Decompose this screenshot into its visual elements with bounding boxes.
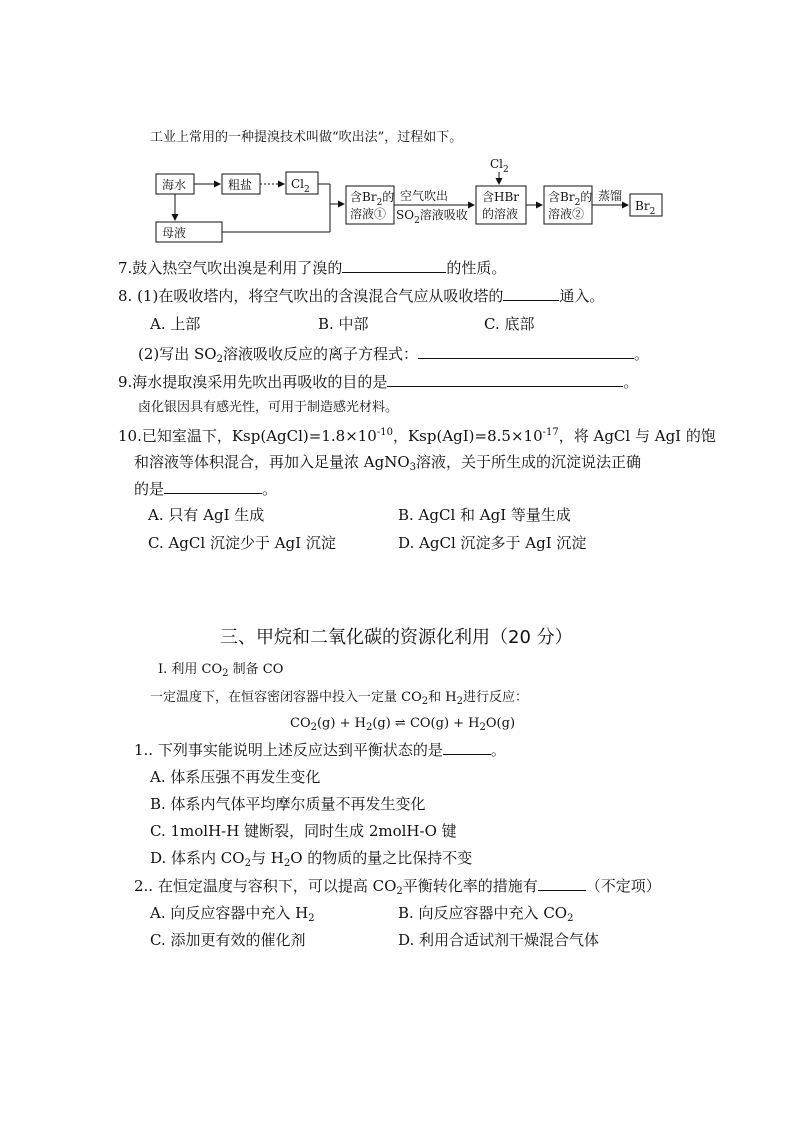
question-8-part2 [138, 344, 649, 364]
seawater-label: 海水 [162, 178, 187, 192]
q8-text: 8. (1)在吸收塔内，将空气吹出的含溴混合气应从吸收塔的 [118, 287, 504, 305]
solution1-text: 含Br [350, 190, 377, 204]
reaction-equation [290, 714, 515, 734]
cond-sub2: 2 [456, 696, 463, 707]
solution1-subscript: 2 [376, 198, 383, 208]
eq-sub3: 2 [479, 722, 486, 733]
br2-subscript: 2 [649, 207, 656, 217]
q8-option-b[interactable]: B. 中部 [318, 315, 369, 333]
question-10-line1 [118, 426, 716, 446]
s3q1-opt-d-text-c: O 的物质的量之比保持不变 [290, 849, 473, 867]
q10-option-b[interactable]: B. AgCl 和 AgI 等量生成 [398, 506, 571, 524]
solution2-subscript: 2 [574, 198, 581, 208]
s3q1-opt-d-text-b: 与 H [250, 849, 284, 867]
s3q2-option-a[interactable] [150, 903, 315, 923]
crude-salt-label: 粗盐 [228, 178, 253, 192]
q9-text-end: 。 [623, 373, 639, 391]
solution2-line1 [548, 190, 592, 208]
q8p2-subscript: 2 [216, 354, 223, 365]
intro-text-2: 卤化银因具有感光性，可用于制造感光材料。 [138, 400, 399, 415]
s3q1-opt-d-sub2: 2 [283, 858, 291, 869]
q8-text-end: 通入。 [559, 287, 605, 305]
q8-option-a[interactable]: A. 上部 [150, 315, 201, 333]
q10-option-d[interactable]: D. AgCl 沉淀多于 AgI 沉淀 [398, 534, 587, 552]
br2-label [635, 199, 655, 217]
q10-sub: 3 [409, 462, 417, 473]
cl2-subscript: 2 [304, 185, 310, 195]
cond-text-a: 一定温度下，在恒容密闭容器中投入一定量 CO [150, 690, 422, 705]
solution1-text-end: 的 [382, 190, 395, 204]
s3q2-text-end: （不定项） [585, 877, 661, 895]
s3q2-option-d[interactable]: D. 利用合适试剂干燥混合气体 [398, 931, 600, 949]
cl2-symbol: Cl [291, 177, 305, 191]
mother-liquor-label: 母液 [162, 226, 187, 240]
s3q2-answer-blank[interactable] [538, 876, 586, 891]
solution2-text: 含Br [548, 190, 575, 204]
cl2-top-subscript: 2 [503, 165, 509, 175]
s3q1-text-end: 。 [490, 741, 506, 759]
q7-text: 7.鼓入热空气吹出溴是利用了溴的 [118, 259, 343, 277]
s3q2-opt-b-text: B. 向反应容器中充入 CO [398, 904, 568, 922]
q10-sup2: -17 [542, 427, 559, 438]
q10-text-e: 溶液，关于所生成的沉淀说法正确 [416, 453, 642, 471]
s3-question-2 [134, 876, 661, 896]
s3q1-option-d[interactable] [150, 848, 472, 868]
step2-label: 蒸馏 [598, 189, 623, 203]
s3q2-opt-b-sub: 2 [567, 913, 574, 924]
q8p2-text: (2)写出 SO [138, 345, 217, 363]
cl2-label [291, 177, 310, 195]
s3q1-text: 1.. 下列事实能说明上述反应达到平衡状态的是 [134, 741, 443, 759]
s3q1-answer-blank[interactable] [443, 740, 491, 755]
s3-question-1 [134, 740, 506, 760]
bromine-extraction-flow-diagram [150, 156, 670, 246]
step1-bottom-label [396, 207, 468, 226]
q8p2-text-end: 。 [633, 345, 649, 363]
step1-bottom-sub: 2 [414, 216, 420, 226]
s3q2-sub: 2 [396, 886, 403, 897]
q7-text-end: 的性质。 [446, 259, 507, 277]
question-9 [118, 372, 638, 392]
s3q2-opt-a-sub: 2 [308, 913, 315, 924]
eq-text-c: (g) ⇌ CO(g) + H [372, 716, 480, 731]
section-3-subtitle [158, 660, 283, 680]
q10-text-end: 。 [262, 480, 278, 498]
q10-text-a: 10.已知室温下，Ksp(AgCl)=1.8×10 [118, 427, 377, 445]
eq-text-b: (g) + H [316, 716, 366, 731]
section3-sub-text: Ⅰ. 利用 CO [158, 662, 223, 677]
solution1-line1 [350, 190, 394, 208]
section3-sub-subscript: 2 [222, 668, 229, 679]
question-8 [118, 286, 604, 306]
eq-sub1: 2 [310, 722, 317, 733]
s3q2-text-b: 平衡转化率的措施有 [402, 877, 538, 895]
reaction-condition [150, 688, 528, 708]
q9-text: 9.海水提取溴采用先吹出再吸收的目的是 [118, 373, 388, 391]
intro-text: 工业上常用的一种提溴技术叫做“吹出法”，过程如下。 [150, 130, 463, 145]
section3-sub-text-end: 制备 CO [228, 662, 284, 677]
q8-option-c[interactable]: C. 底部 [484, 315, 535, 333]
s3q2-opt-a-text: A. 向反应容器中充入 H [150, 904, 309, 922]
s3q1-option-b[interactable]: B. 体系内气体平均摩尔质量不再发生变化 [150, 795, 426, 813]
q10-text-d: 和溶液等体积混合，再加入足量浓 AgNO [134, 453, 410, 471]
solution2-text-end: 的 [580, 190, 593, 204]
q10-text-c: ，将 AgCl 与 AgI 的饱 [558, 427, 716, 445]
s3q2-option-b[interactable] [398, 903, 573, 923]
q10-option-a[interactable]: A. 只有 AgI 生成 [148, 506, 265, 524]
q8p2-text-mid: 溶液吸收反应的离子方程式： [222, 345, 418, 363]
s3q1-option-c[interactable]: C. 1molH-H 键断裂，同时生成 2molH-O 键 [150, 822, 457, 840]
step1-bottom-post: 溶液吸收 [419, 208, 468, 222]
question-10-line2 [134, 452, 641, 472]
q10-text-f: 的是 [134, 480, 165, 498]
section-3-title: 三、甲烷和二氧化碳的资源化利用（20 分） [220, 627, 573, 648]
step1-bottom-pre: SO [396, 208, 415, 222]
q9-answer-blank[interactable] [387, 372, 623, 387]
s3q1-option-a[interactable]: A. 体系压强不再发生变化 [150, 768, 321, 786]
s3q1-opt-d-sub1: 2 [244, 858, 251, 869]
q7-answer-blank[interactable] [342, 258, 446, 273]
hbr-line2: 的溶液 [482, 207, 519, 221]
hbr-line1: 含HBr [482, 190, 520, 204]
cond-text-b: 和 H [428, 690, 457, 705]
eq-text-d: O(g) [485, 716, 516, 731]
br2-symbol: Br [635, 199, 650, 213]
q10-option-c[interactable]: C. AgCl 沉淀少于 AgI 沉淀 [148, 534, 336, 552]
q10-text-b: ，Ksp(AgI)=8.5×10 [392, 427, 543, 445]
s3q1-opt-d-text-a: D. 体系内 CO [150, 849, 245, 867]
s3q2-option-c[interactable]: C. 添加更有效的催化剂 [150, 931, 306, 949]
solution2-line2: 溶液② [548, 207, 585, 221]
cl2-top-symbol: Cl [490, 157, 504, 171]
question-7 [118, 258, 506, 278]
eq-text-a: CO [290, 716, 311, 731]
cond-sub1: 2 [421, 696, 429, 707]
eq-sub2: 2 [365, 722, 373, 733]
cond-text-c: 进行反应： [462, 690, 528, 705]
q10-sup1: -10 [376, 427, 393, 438]
step1-top-label: 空气吹出 [400, 189, 449, 203]
s3q2-text-a: 2.. 在恒定温度与容积下，可以提高 CO [134, 877, 397, 895]
q8-answer-blank[interactable] [503, 286, 559, 301]
q10-answer-blank[interactable] [164, 479, 262, 494]
question-10-line3 [134, 479, 277, 499]
q8p2-answer-blank[interactable] [418, 344, 634, 359]
solution1-line2: 溶液① [350, 207, 387, 221]
